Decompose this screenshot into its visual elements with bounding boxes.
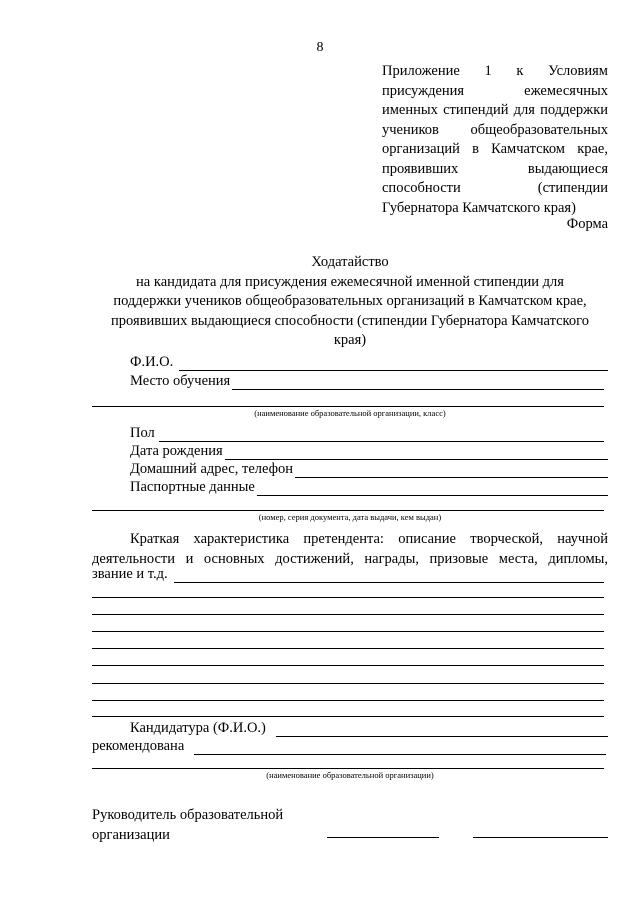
passport-label: Паспортные данные	[130, 479, 255, 495]
fio-blank[interactable]	[179, 356, 608, 371]
appendix-line: способности (стипендии	[382, 180, 608, 196]
birth-date-blank[interactable]	[225, 445, 608, 460]
signature-blank[interactable]	[327, 837, 439, 838]
characteristic-blank[interactable]	[92, 683, 604, 684]
characteristic-blank[interactable]	[174, 568, 604, 583]
characteristic-blank[interactable]	[92, 648, 604, 649]
characteristic-blank[interactable]	[92, 716, 604, 717]
characteristic-line: звание и т.д.	[92, 566, 168, 582]
page-number: 8	[316, 40, 324, 55]
title-line: на кандидата для присуждения ежемесячной именной стипендии для	[136, 273, 564, 290]
gender-field[interactable]	[130, 425, 604, 442]
head-line: организации	[92, 826, 170, 843]
place-of-study-field[interactable]	[130, 373, 604, 390]
passport-hint: (номер, серия документа, дата выдачи, кем выдан)	[258, 512, 442, 522]
address-field[interactable]	[130, 461, 608, 478]
place-of-study-label: Место обучения	[130, 373, 231, 389]
appendix-line: Приложение 1 к Условиям	[382, 63, 608, 79]
address-blank[interactable]	[295, 463, 608, 478]
recommended-label: рекомендована	[92, 738, 185, 754]
title-line: поддержки учеников общеобразовательных организаций в Камчатском крае,	[113, 293, 587, 309]
name-blank[interactable]	[473, 837, 608, 838]
birth-date-field[interactable]	[130, 443, 608, 460]
candidacy-hint: (наименование образовательной организации)	[266, 770, 434, 780]
address-label: Домашний адрес, телефон	[130, 461, 294, 477]
appendix-block	[382, 62, 608, 218]
place-of-study-blank[interactable]	[232, 375, 604, 390]
appendix-line: учеников общеобразовательных	[382, 121, 608, 138]
title-line: проявивших выдающиеся способности (стипендии Губернатора Камчатского	[111, 312, 589, 329]
title-line: края)	[333, 332, 367, 348]
gender-blank[interactable]	[159, 427, 604, 442]
fio-field[interactable]	[130, 354, 608, 371]
characteristic-blank[interactable]	[92, 631, 604, 632]
appendix-line: проявивших выдающиеся	[382, 160, 608, 177]
title-line: Ходатайство	[311, 254, 389, 270]
characteristic-blank[interactable]	[92, 700, 604, 701]
characteristic-blank[interactable]	[92, 597, 604, 598]
candidacy-label: Кандидатура (Ф.И.О.)	[130, 720, 266, 736]
candidacy-field[interactable]	[130, 720, 608, 737]
passport-blank-2[interactable]	[92, 510, 604, 511]
recommended-blank[interactable]	[194, 740, 606, 755]
head-signature-label	[92, 806, 283, 845]
appendix-line: именных стипендий для поддержки	[382, 102, 608, 118]
appendix-line: организаций в Камчатском крае,	[382, 141, 608, 157]
characteristic-line: Краткая характеристика претендента: описание творческой, научной	[130, 531, 608, 547]
recommended-field[interactable]	[92, 738, 606, 755]
gender-label: Пол	[130, 425, 155, 441]
place-of-study-blank-2[interactable]	[92, 406, 604, 407]
birth-date-label: Дата рождения	[130, 443, 223, 459]
document-title	[92, 253, 608, 351]
appendix-line: Губернатора Камчатского края)	[382, 199, 576, 216]
head-line: Руководитель образовательной	[92, 807, 284, 823]
passport-field[interactable]	[130, 479, 608, 496]
characteristic-text	[92, 530, 608, 569]
candidacy-blank[interactable]	[276, 722, 608, 737]
place-hint: (наименование образовательной организации, класс)	[254, 408, 446, 418]
recommended-blank-2[interactable]	[92, 768, 604, 769]
passport-blank[interactable]	[257, 481, 608, 496]
characteristic-blank[interactable]	[92, 665, 604, 666]
characteristic-blank[interactable]	[92, 614, 604, 615]
characteristic-line: деятельности и основных достижений, награды, призовые места, дипломы,	[92, 550, 608, 567]
characteristic-field[interactable]	[92, 566, 604, 583]
appendix-line: присуждения ежемесячных	[382, 82, 608, 99]
fio-label: Ф.И.О.	[130, 354, 174, 370]
form-label: Форма	[566, 216, 608, 232]
